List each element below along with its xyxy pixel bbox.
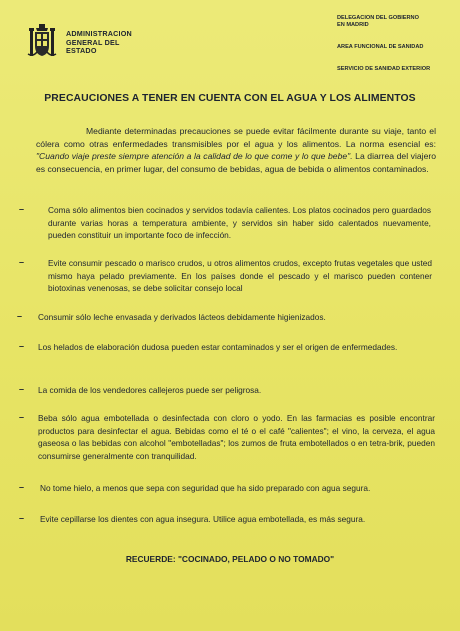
agency-line: ADMINISTRACION — [66, 29, 132, 38]
bullet-text: Evite cepillarse los dientes con agua insegura. Utilice agua embotellada, es más segura. — [40, 514, 366, 524]
bullet-dash: – — [19, 341, 25, 351]
bullet-text: Evite consumir pescado o marisco crudos, u otros alimentos crudos, excepto frutas vegetales que usted mismo haya pelado previamente. En los países donde el pescado y el marisco pueden contener biotoxinas venenosas, se debe solicitar consejo local — [48, 258, 432, 294]
bullet-text: Beba sólo agua embotellada o desinfectada con cloro o yodo. En las farmacias es posible encontrar productos para desinfectar el agua. Bebidas como el té o el café "calientes"; el vino, la cerveza, el agua gaseosa o las bebidas con alcohol "embotelladas"; los zumos de fruta embotellados o en tetra-brik, pueden consumirse generalmente con tranquilidad. — [38, 413, 435, 461]
bullet-dash: – — [19, 482, 25, 492]
bullet-dash: – — [19, 384, 25, 394]
bullet-dash: – — [19, 412, 25, 422]
bullet-text: La comida de los vendedores callejeros puede ser peligrosa. — [38, 385, 262, 395]
agency-line: GENERAL DEL — [66, 37, 120, 47]
dept-line: SERVICIO DE SANIDAD EXTERIOR — [337, 66, 431, 72]
bullet-dash: – — [19, 513, 25, 523]
reminder-footer: RECUERDE: "COCINADO, PELADO O NO TOMADO" — [125, 554, 335, 564]
intro-text: La diarrea del viajero es consecuencia, en primer lugar, del consumo de bebidas, agua de bebida o alimentos contaminados. — [36, 151, 436, 175]
bullet-text: Coma sólo alimentos bien cocinados y servidos todavía calientes. Los platos cocinados pero guardados durante varias horas a temperatura ambiente, y servidos sin haber sido calentados nuevamente, pueden constituir un importante foco de infección. — [48, 205, 431, 241]
dept-line: DELEGACION DEL GOBIERNO — [337, 15, 419, 21]
bullet-text: Los helados de elaboración dudosa pueden estar contaminados y ser el origen de enfermedades. — [38, 342, 398, 352]
dept-line: AREA FUNCIONAL DE SANIDAD — [337, 44, 424, 50]
document-title: PRECAUCIONES A TENER EN CUENTA CON EL AGUA Y LOS ALIMENTOS — [44, 93, 416, 104]
bullet-text: Consumir sólo leche envasada y derivados lácteos debidamente higienizados. — [38, 312, 326, 322]
intro-quote: "Cuando viaje preste siempre atención a la calidad de lo que come y lo que bebe". — [36, 151, 353, 162]
bullet-dash: – — [19, 204, 25, 214]
agency-line: ESTADO — [66, 46, 97, 56]
dept-line: EN MADRID — [337, 22, 369, 28]
bullet-dash: – — [19, 257, 25, 267]
intro-text: Mediante determinadas precauciones se puede evitar fácilmente durante su viaje, tanto el cólera como otras enfermedades transmisibles por el agua y los alimentos. La norma esencial es: — [36, 126, 436, 149]
bullet-dash: – — [17, 311, 23, 321]
bullet-text: No tome hielo, a menos que sepa con seguridad que ha sido preparado con agua segura. — [40, 483, 371, 493]
